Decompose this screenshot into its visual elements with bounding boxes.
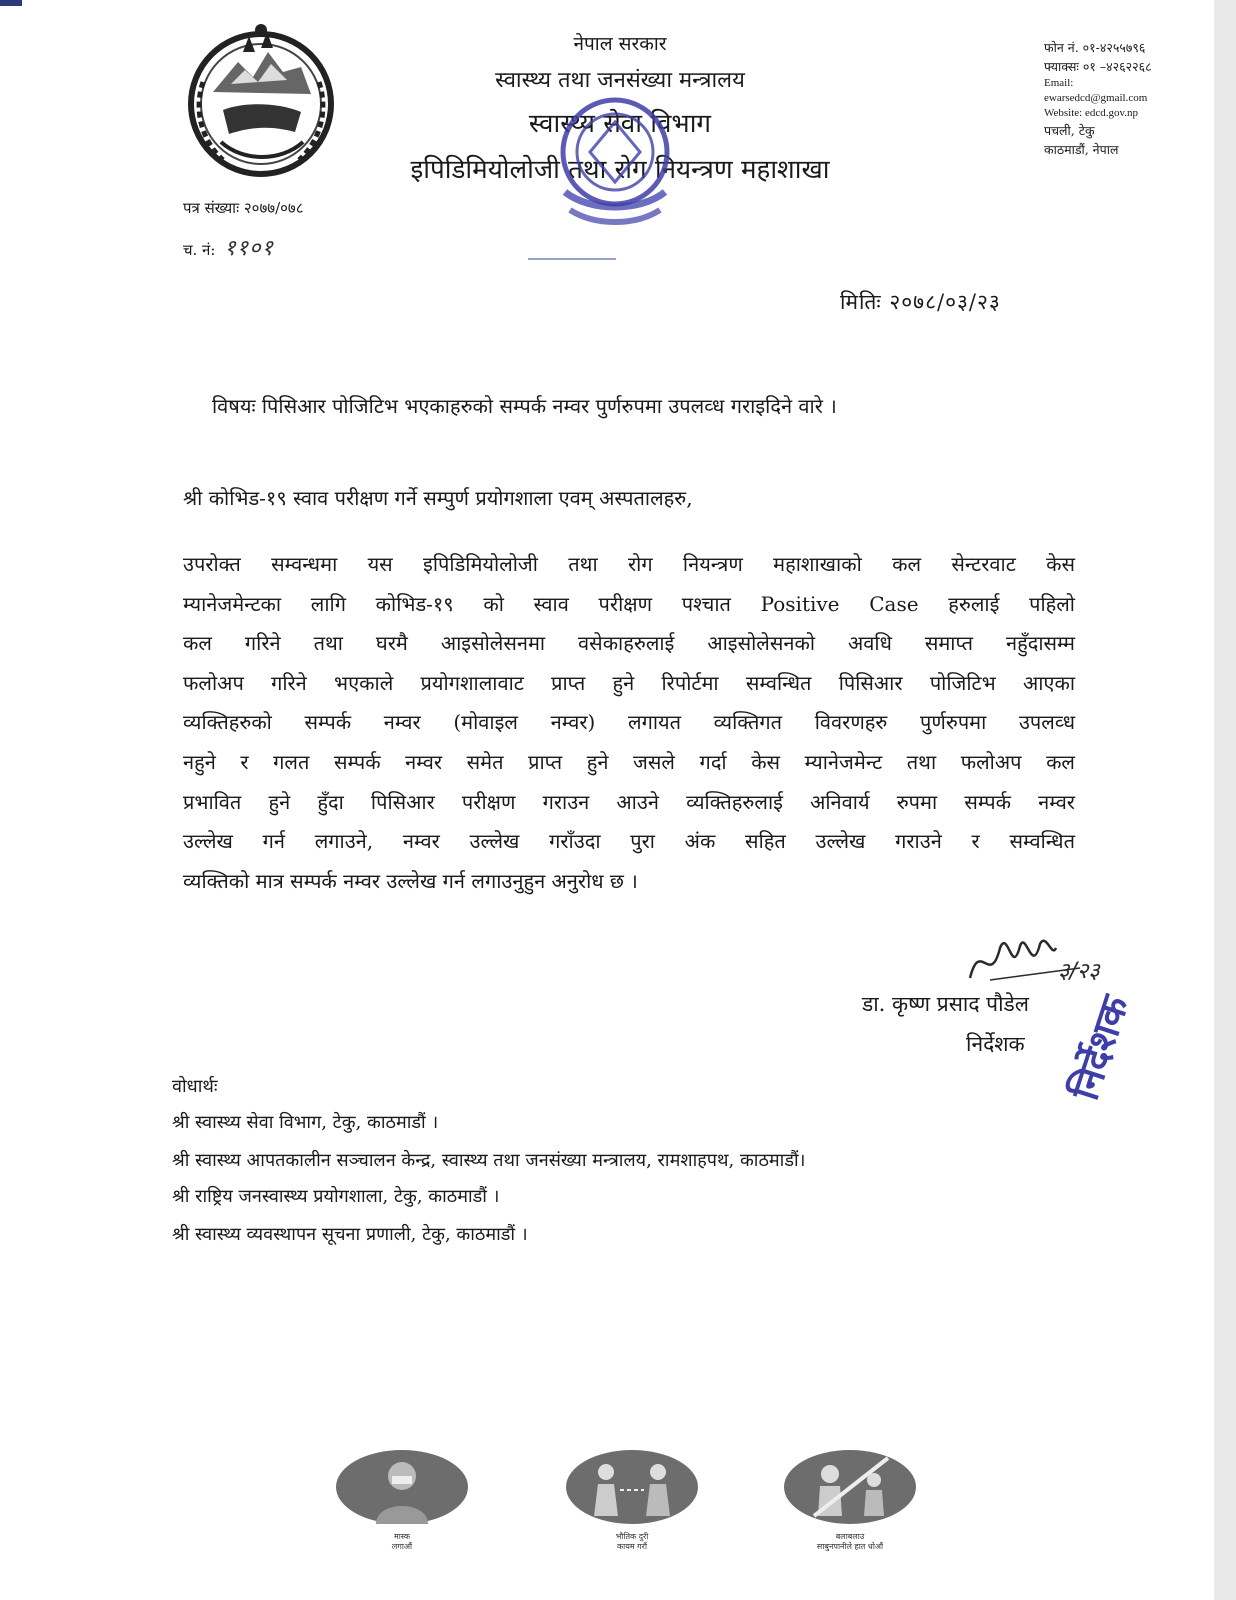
department-stamp-icon: [540, 92, 690, 242]
department-heading: स्वास्थ्य सेवा विभाग: [528, 109, 712, 139]
cc-item: श्री राष्ट्रिय जनस्वास्थ्य प्रयोगशाला, टेकु, काठमाडौं ।: [172, 1186, 500, 1207]
physical-distance-icon: [566, 1450, 698, 1524]
signature-date: ३/२३: [1058, 959, 1100, 984]
face-mask-caption: मास्क लगाऔं: [391, 1532, 413, 1551]
nepal-emblem-icon: [183, 22, 338, 182]
hand-wash-icon: [784, 1450, 916, 1524]
signature-scribble-icon: [960, 918, 1110, 998]
office-area: पचली, टेकु: [1044, 123, 1095, 138]
division-heading: इपिडिमियोलोजी तथा रोग नियन्त्रण महाशाखा: [410, 155, 830, 185]
cc-item: श्री स्वास्थ्य आपतकालीन सञ्चालन केन्द्र, स्वास्थ्य तथा जनसंख्या मन्त्रालय, रामशाहपथ, काठमाडौं।: [172, 1150, 806, 1171]
cc-heading: वोधार्थः: [172, 1076, 218, 1097]
email-address: ewarsedcd@gmail.com: [1044, 92, 1148, 104]
body-line: उल्लेख गर्न लगाउने, नम्वर उल्लेख गराँउदा पुरा अंक सहित उल्लेख गराउने र सम्वन्धित: [183, 829, 1075, 854]
fax-number: फ्याक्सः ०१ –४२६२२६८: [1044, 59, 1152, 74]
letter-salutation: श्री कोभिड-१९ स्वाव परीक्षण गर्ने सम्पुर्ण प्रयोगशाला एवम् अस्पतालहरु,: [183, 486, 693, 510]
footer-health-icons: [336, 1450, 936, 1590]
office-city: काठमाडौं, नेपाल: [1044, 142, 1119, 157]
scan-edge: [1214, 0, 1236, 1600]
body-line: व्यक्तिको मात्र सम्पर्क नम्वर उल्लेख गर्न लगाउनुहुन अनुरोध छ ।: [183, 868, 638, 893]
letter-body: [183, 545, 1075, 901]
scan-corner-mark: [0, 0, 22, 6]
face-mask-icon: [336, 1450, 468, 1524]
dispatch-label: च. नं:: [183, 241, 216, 259]
director-stamp: निर्देशक: [1062, 990, 1138, 1106]
contact-block: [1044, 38, 1214, 159]
govt-heading: नेपाल सरकार: [573, 33, 667, 55]
body-line: फलोअप गरिने भएकाले प्रयोगशालावाट प्राप्त हुने रिपोर्टमा सम्वन्धित पिसिआर पोजिटिभ आएका: [183, 670, 1075, 695]
letter-subject: विषयः पिसिआर पोजिटिभ भएकाहरुको सम्पर्क नम्वर पुर्णरुपमा उपलव्ध गराइदिने वारे ।: [212, 394, 837, 418]
divider: [528, 258, 616, 260]
cc-item: श्री स्वास्थ्य व्यवस्थापन सूचना प्रणाली, टेकु, काठमाडौं ।: [172, 1224, 528, 1245]
letter-date: मितिः २०७८/०३/२३: [840, 290, 1001, 314]
signer-title: निर्देशक: [966, 1032, 1025, 1056]
cc-item: श्री स्वास्थ्य सेवा विभाग, टेकु, काठमाडौं ।: [172, 1112, 439, 1133]
dispatch-number-value: ११०१: [224, 236, 274, 261]
ministry-heading: स्वास्थ्य तथा जनसंख्या मन्त्रालय: [495, 68, 745, 93]
email-label: Email:: [1044, 77, 1074, 89]
physical-distance-caption: भौतिक दुरी कायम गरौं: [615, 1532, 649, 1551]
signer-name: डा. कृष्ण प्रसाद पौडेल: [862, 992, 1030, 1016]
body-line: उपरोक्त सम्वन्धमा यस इपिडिमियोलोजी तथा रोग नियन्त्रण महाशाखाको कल सेन्टरवाट केस: [183, 552, 1075, 576]
body-line: म्यानेजमेन्टका लागि कोभिड-१९ को स्वाव परीक्षण पश्चात Positive Case हरुलाई पहिलो: [183, 591, 1075, 616]
hand-wash-caption: बलाबलाउ साबुनपानीले हात धोऔं: [816, 1532, 884, 1551]
body-line: कल गरिने तथा घरमै आइसोलेसनमा वसेकाहरुलाई आइसोलेसनको अवधि समाप्त नहुँदासम्म: [183, 631, 1075, 656]
website: Website: edcd.gov.np: [1044, 107, 1139, 119]
body-line: नहुने र गलत सम्पर्क नम्वर समेत प्राप्त हुने जसले गर्दा केस म्यानेजमेन्ट तथा फलोअप कल: [183, 749, 1075, 774]
body-line: व्यक्तिहरुको सम्पर्क नम्वर (मोवाइल नम्वर) लगायत व्यक्तिगत विवरणहरु पुर्णरुपमा उपलव्ध: [183, 710, 1075, 735]
letter-reference-number: पत्र संख्याः २०७७/०७८: [183, 199, 304, 217]
body-line: प्रभावित हुने हुँदा पिसिआर परीक्षण गराउन आउने व्यक्तिहरुलाई अनिवार्य रुपमा सम्पर्क नम्वर: [183, 789, 1075, 814]
phone-number: फोन नं. ०१-४२५५७९६: [1044, 40, 1146, 55]
dispatch-number: [183, 232, 274, 262]
